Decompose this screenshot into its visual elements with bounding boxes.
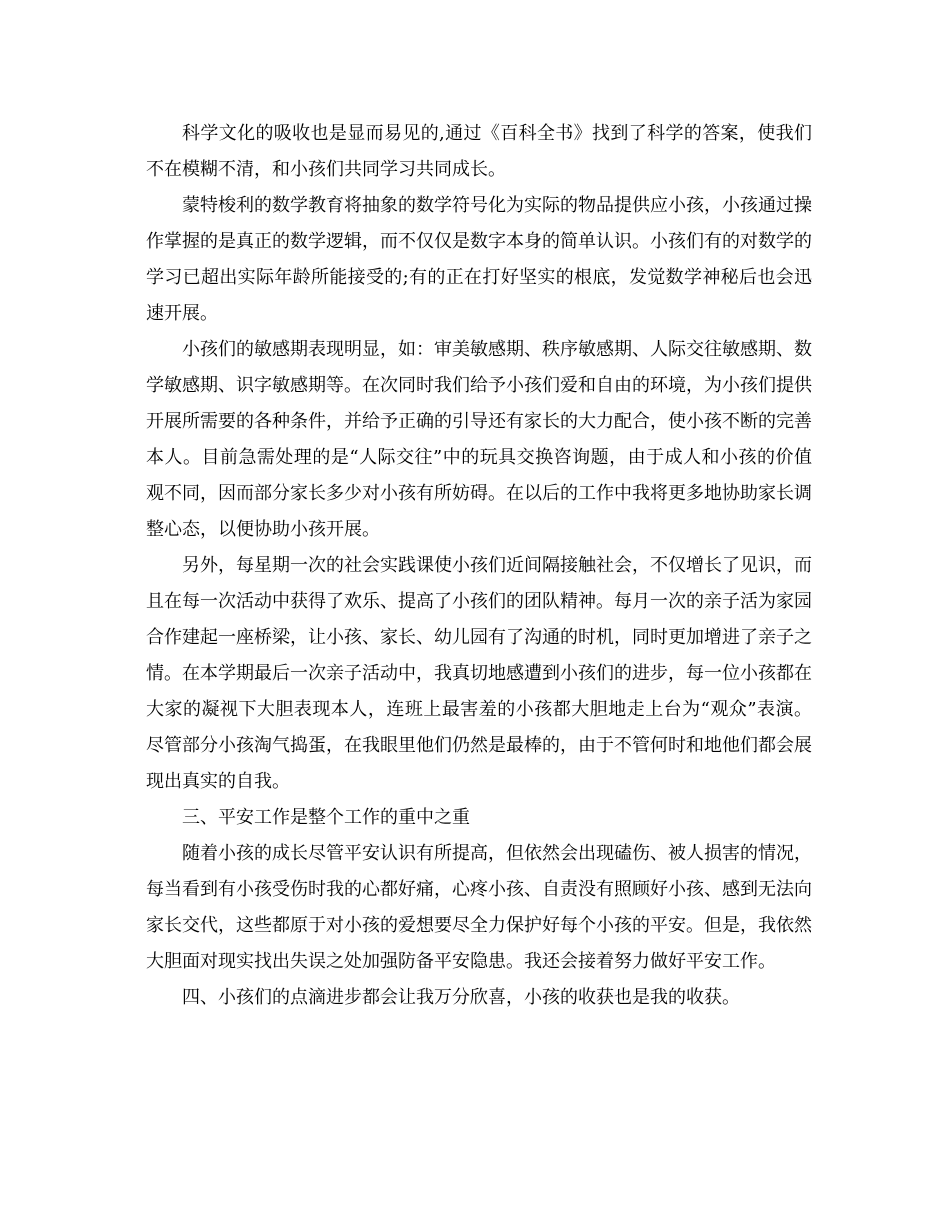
document-body: [146, 116, 812, 1016]
section-heading-safety: 三、平安工作是整个工作的重中之重: [182, 807, 470, 828]
paragraph-science-culture: 科学文化的吸收也是显而易见的,通过《百科全书》找到了科学的答案，使我们不在模糊不清，和小孩们共同学习共同成长。: [146, 123, 812, 180]
paragraph-montessori-math: 蒙特梭利的数学教育将抽象的数学符号化为实际的物品提供应小孩，小孩通过操作掌握的是真正的数学逻辑，而不仅仅是数字本身的简单认识。小孩们有的对数学的学习已超出实际年龄所能接受的;有的正在打好坚实的根底，发觉数学神秘后也会迅速开展。: [146, 195, 812, 324]
paragraph-safety-work: 随着小孩的成长尽管平安认识有所提高，但依然会出现磕伤、被人损害的情况，每当看到有小孩受伤时我的心都好痛，心疼小孩、自责没有照顾好小孩、感到无法向家长交代，这些都原于对小孩的爱想要尽全力保护好每个小孩的平安。但是，我依然大胆面对现实找出失误之处加强防备平安隐患。我还会接着努力做好平安工作。: [146, 843, 812, 972]
paragraph-social-practice: 另外，每星期一次的社会实践课使小孩们近间隔接触社会，不仅增长了见识，而且在每一次活动中获得了欢乐、提高了小孩们的团队精神。每月一次的亲子活为家园合作建起一座桥梁，让小孩、家长、幼儿园有了沟通的时机，同时更加增进了亲子之情。在本学期最后一次亲子活动中，我真切地感遭到小孩们的进步，每一位小孩都在大家的凝视下大胆表现本人，连班上最害羞的小孩都大胆地走上台为“观众”表演。尽管部分小孩淘气捣蛋，在我眼里他们仍然是最棒的，由于不管何时和地他们都会展现出真实的自我。: [146, 555, 812, 792]
section-heading-progress: 四、小孩们的点滴进步都会让我万分欣喜，小孩的收获也是我的收获。: [182, 987, 740, 1008]
paragraph-sensitive-periods: 小孩们的敏感期表现明显，如：审美敏感期、秩序敏感期、人际交往敏感期、数学敏感期、识字敏感期等。在次同时我们给予小孩们爱和自由的环境，为小孩们提供开展所需要的各种条件，并给予正确的引导还有家长的大力配合，使小孩不断的完善本人。目前急需处理的是“人际交往”中的玩具交换咨询题，由于成人和小孩的价值观不同，因而部分家长多少对小孩有所妨碍。在以后的工作中我将更多地协助家长调整心态，以便协助小孩开展。: [146, 339, 812, 540]
